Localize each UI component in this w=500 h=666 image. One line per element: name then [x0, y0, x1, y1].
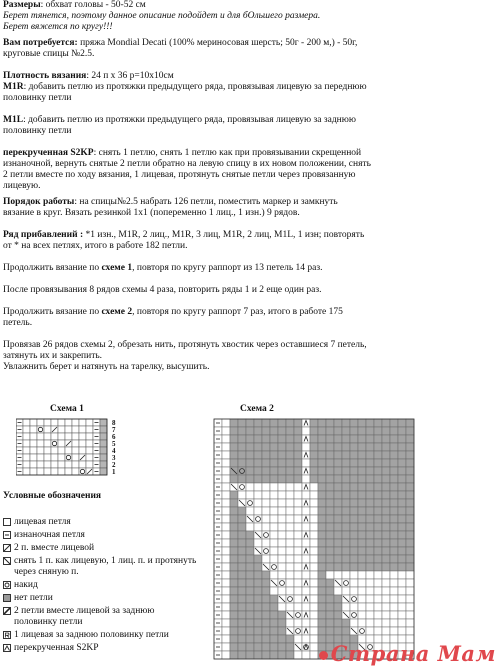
- chart-1-row-number: 5: [112, 440, 116, 448]
- text-line: Берет вяжется по кругу!!!: [3, 22, 113, 32]
- text-line: Ряд прибавлений : *1 изн., M1R, 2 лиц., M1R, 3 лиц, M1R, 2 лиц, M1L, 1 изн; повторять: [3, 230, 365, 240]
- legend-item: [3, 517, 223, 528]
- text-line: После провязывания 8 рядов схемы 4 раза, повторить ряды 1 и 2 еще один раз.: [3, 285, 322, 295]
- chart-1-row-number: 2: [112, 461, 116, 469]
- spacer: [3, 137, 497, 148]
- legend-text: снять 1 п. как лицевую, 1 лиц. п. и протянуть через сняную п.: [14, 556, 197, 577]
- text-line: Продолжить вязание по схеме 1, повторя по кругу раппорт из 13 петель 14 раз.: [3, 263, 323, 273]
- text-line: лицевую.: [3, 181, 41, 191]
- chart-1-row-number: 4: [112, 447, 116, 455]
- text-line: перекрученная S2KP: снять 1 петлю, снять 1 петлю как при провязывании скрещенной: [3, 148, 362, 158]
- spacer: [3, 60, 497, 71]
- spacer: [3, 104, 497, 115]
- chart-1-row-number: 7: [112, 426, 116, 434]
- symbol-r-icon: [3, 631, 11, 639]
- symbol-dash-icon: [3, 531, 11, 539]
- watermark-dot-icon: [319, 651, 328, 660]
- legend-text: перекрученная S2KP: [14, 643, 99, 653]
- legend-item: [3, 580, 223, 591]
- text-line: изнаночной, вернуть снятые 2 петли обратно на левую спицу в их новом положении, снять: [3, 159, 371, 169]
- legend-item: [3, 556, 223, 578]
- text-line: половинку петли: [3, 93, 72, 103]
- chart-1-row-number: 1: [112, 468, 116, 476]
- symbol-caret-icon: [3, 644, 11, 652]
- text-line: круговые спицы №2.5.: [3, 49, 95, 59]
- watermark-text: Страна Мам: [330, 641, 496, 666]
- legend-item: [3, 630, 223, 641]
- legend: [3, 517, 223, 656]
- text-line: Порядок работы: на спицы№2.5 набрать 126 петли, поместить маркер и замкнуть: [3, 197, 338, 207]
- text-line: M1R: добавить петлю из протяжки предыдущего ряда, провязывая лицевую за переднюю: [3, 82, 367, 92]
- spacer: [3, 274, 497, 285]
- chart-1-title: Схема 1: [50, 404, 84, 414]
- legend-text: нет петли: [14, 593, 53, 603]
- chart-2-grid: [213, 418, 423, 666]
- legend-text: 2 петли вместе лицевой за заднюю половинку петли: [14, 606, 155, 627]
- text-line: от * на всех петлях, итого в работе 182 петли.: [3, 241, 188, 251]
- site-watermark: [319, 641, 496, 666]
- chart-1-row-number: 6: [112, 433, 116, 441]
- legend-text: изнаночная петля: [14, 530, 85, 540]
- instructions: [3, 0, 497, 373]
- text-line: затянуть их и закрепить.: [3, 351, 103, 361]
- text-line: вязание в круг. Вязать резинкой 1х1 (попеременно 1 лиц., 1 изн.) 9 рядов.: [3, 208, 300, 218]
- legend-text: лицевая петля: [14, 517, 71, 527]
- symbol-grey-icon: [3, 594, 11, 602]
- legend-text: 1 лицевая за заднюю половинку петли: [14, 630, 169, 640]
- text-line: половинку петли: [3, 126, 72, 136]
- spacer: [3, 252, 497, 263]
- legend-text: 2 п. вместе лицевой: [14, 543, 95, 553]
- text-line: Продолжить вязание по схеме 2, повторя по кругу раппорт 7 раз, итого в работе 175: [3, 307, 343, 317]
- text-line: 2 петли вместе по ходу вязания, 1 лицевая, протянуть снятые петли через провязанную: [3, 170, 356, 180]
- text-line: Вам потребуется: пряжа Mondial Decati (100% мериносовая шерсть; 50г - 200 м,) - 50г,: [3, 38, 358, 48]
- symbol-double-slash-icon: [3, 607, 11, 615]
- text-line: Берет тянется, поэтому данное описание подойдет и для бОльшего размера.: [3, 11, 321, 21]
- text-line: петель.: [3, 318, 33, 328]
- text-line: Размеры: обхват головы - 50-52 см: [3, 0, 146, 10]
- text-line: Увлажнить берет и натянуть на тарелку, высушить.: [3, 362, 210, 372]
- spacer: [3, 219, 497, 230]
- symbol-blank-icon: [3, 518, 11, 526]
- symbol-left-slash-icon: [3, 557, 11, 565]
- legend-title: Условные обозначения: [3, 491, 102, 501]
- symbol-right-slash-icon: [3, 544, 11, 552]
- symbol-circle-icon: [3, 581, 11, 589]
- legend-item: [3, 543, 223, 554]
- legend-item: [3, 606, 223, 628]
- text-line: Плотность вязания: 24 п х 36 р=10х10см: [3, 71, 174, 81]
- chart-2-title: Схема 2: [240, 404, 274, 414]
- text-line: M1L: добавить петлю из протяжки предыдущего ряда, провязывая лицевую за заднюю: [3, 115, 356, 125]
- text-line: Провязав 26 рядов схемы 2, обрезать нить, протянуть хвостик через оставшиеся 7 петель,: [3, 340, 367, 350]
- legend-item: [3, 643, 223, 654]
- chart-1-row-number: 8: [112, 419, 116, 427]
- chart-1-grid: [16, 418, 136, 488]
- spacer: [3, 329, 497, 340]
- chart-1-row-number: 3: [112, 454, 116, 462]
- legend-item: [3, 530, 223, 541]
- spacer: [3, 296, 497, 307]
- legend-text: накид: [14, 580, 38, 590]
- legend-item: [3, 593, 223, 604]
